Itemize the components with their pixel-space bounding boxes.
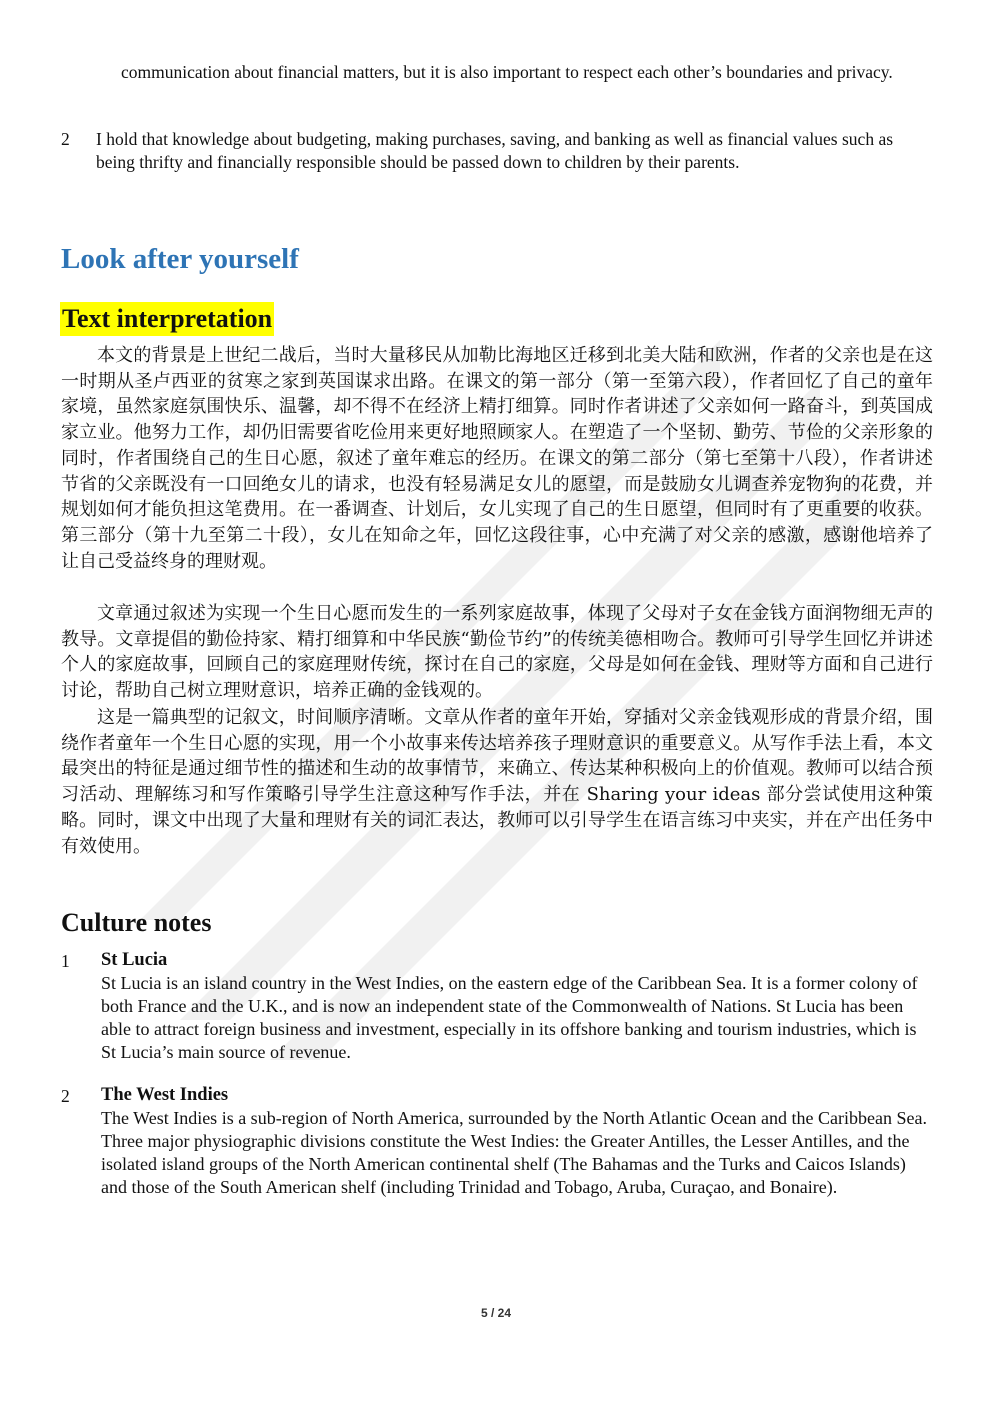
interpretation-paragraph-2: 文章通过叙述为实现一个生日心愿而发生的一系列家庭故事，体现了父母对子女在金钱方面润物细无声的教导。文章提倡的勤俭持家、精打细算和中华民族“勤俭节约”的传统美德相吻合。教师可引导学生回忆并讲述个人的家庭故事，回顾自己的家庭理财传统，探讨在自己的家庭，父母是如何在金钱、理财等方面和自己进行讨论，帮助自己树立理财意识，培养正确的金钱观的。: [61, 603, 933, 702]
culture-note-number: 2: [61, 1086, 70, 1106]
culture-note-number: 1: [61, 951, 70, 971]
previous-point-continuation: communication about financial matters, but it is also important to respect each other’s boundaries and privacy.: [121, 62, 893, 82]
point-text: I hold that knowledge about budgeting, making purchases, saving, and banking as well as financial values such as being thrifty and financially responsible should be passed down to children by their parents.: [96, 129, 894, 172]
culture-note-text: The West Indies is a sub-region of North America, surrounded by the North Atlantic Ocean and the Caribbean Sea. Three major physiographic divisions constitute the West Indies: the Greater Antilles, the Lesser Antilles, and the isolated island groups of the North American continental shelf (The Bahamas and the Turks and Caicos Islands) and those of the South American shelf (including Trinidad and Tobago, Aruba, Curaçao, and Bonaire).: [101, 1108, 927, 1197]
culture-notes-heading: Culture notes: [61, 908, 212, 937]
interpretation-paragraph-3: 这是一篇典型的记叙文，时间顺序清晰。文章从作者的童年开始，穿插对父亲金钱观形成的背景介绍，围绕作者童年一个生日心愿的实现，用一个小故事来传达培养孩子理财意识的重要意义。从写作手法上看，本文最突出的特征是通过细节性的描述和生动的故事情节，来确立、传达某种积极向上的价值观。教师可以结合预习活动、理解练习和写作策略引导学生注意这种写作手法，并在 Sharing your ideas 部分尝试使用这种策略。同时，课文中出现了大量和理财有关的词汇表达，教师可以引导学生在语言练习中夹实，并在产出任务中有效使用。: [61, 707, 933, 857]
culture-note-title: The West Indies: [101, 1085, 229, 1105]
point-number: 2: [61, 129, 70, 149]
text-interpretation-heading: Text interpretation: [60, 302, 274, 336]
section-title: Look after yourself: [61, 243, 299, 275]
culture-note-title: St Lucia: [101, 950, 168, 970]
page-number-indicator: 5 / 24: [480, 1306, 512, 1320]
culture-note-text: St Lucia is an island country in the West Indies, on the eastern edge of the Caribbean Sea. It is a former colony of both France and the U.K., and is now an independent state of the Commonwealth of Nations. St Lucia has been able to attract foreign business and investment, especially in its offshore banking and tourism industries, which is St Lucia’s main source of revenue.: [101, 973, 918, 1062]
interpretation-paragraph-1: 本文的背景是上世纪二战后，当时大量移民从加勒比海地区迁移到北美大陆和欧洲，作者的父亲也是在这一时期从圣卢西亚的贫寒之家到英国谋求出路。在课文的第一部分（第一至第六段），作者回忆了自己的童年家境，虽然家庭氛围快乐、温馨，却不得不在经济上精打细算。同时作者讲述了父亲如何一路奋斗，到英国成家立业。他努力工作，却仍旧需要省吃俭用来更好地照顾家人。在塑造了一个坚韧、勤劳、节俭的父亲形象的同时，作者围绕自己的生日心愿，叙述了童年难忘的经历。在课文的第二部分（第七至第十八段），作者讲述节省的父亲既没有一口回绝女儿的请求，也没有轻易满足女儿的愿望，而是鼓励女儿调查养宠物狗的花费，并规划如何才能负担这笔费用。在一番调查、计划后，女儿实现了自己的生日愿望，但同时有了更重要的收获。第三部分（第十九至第二十段），女儿在知命之年，回忆这段往事，心中充满了对父亲的感激，感谢他培养了让自己受益终身的理财观。: [61, 345, 933, 572]
